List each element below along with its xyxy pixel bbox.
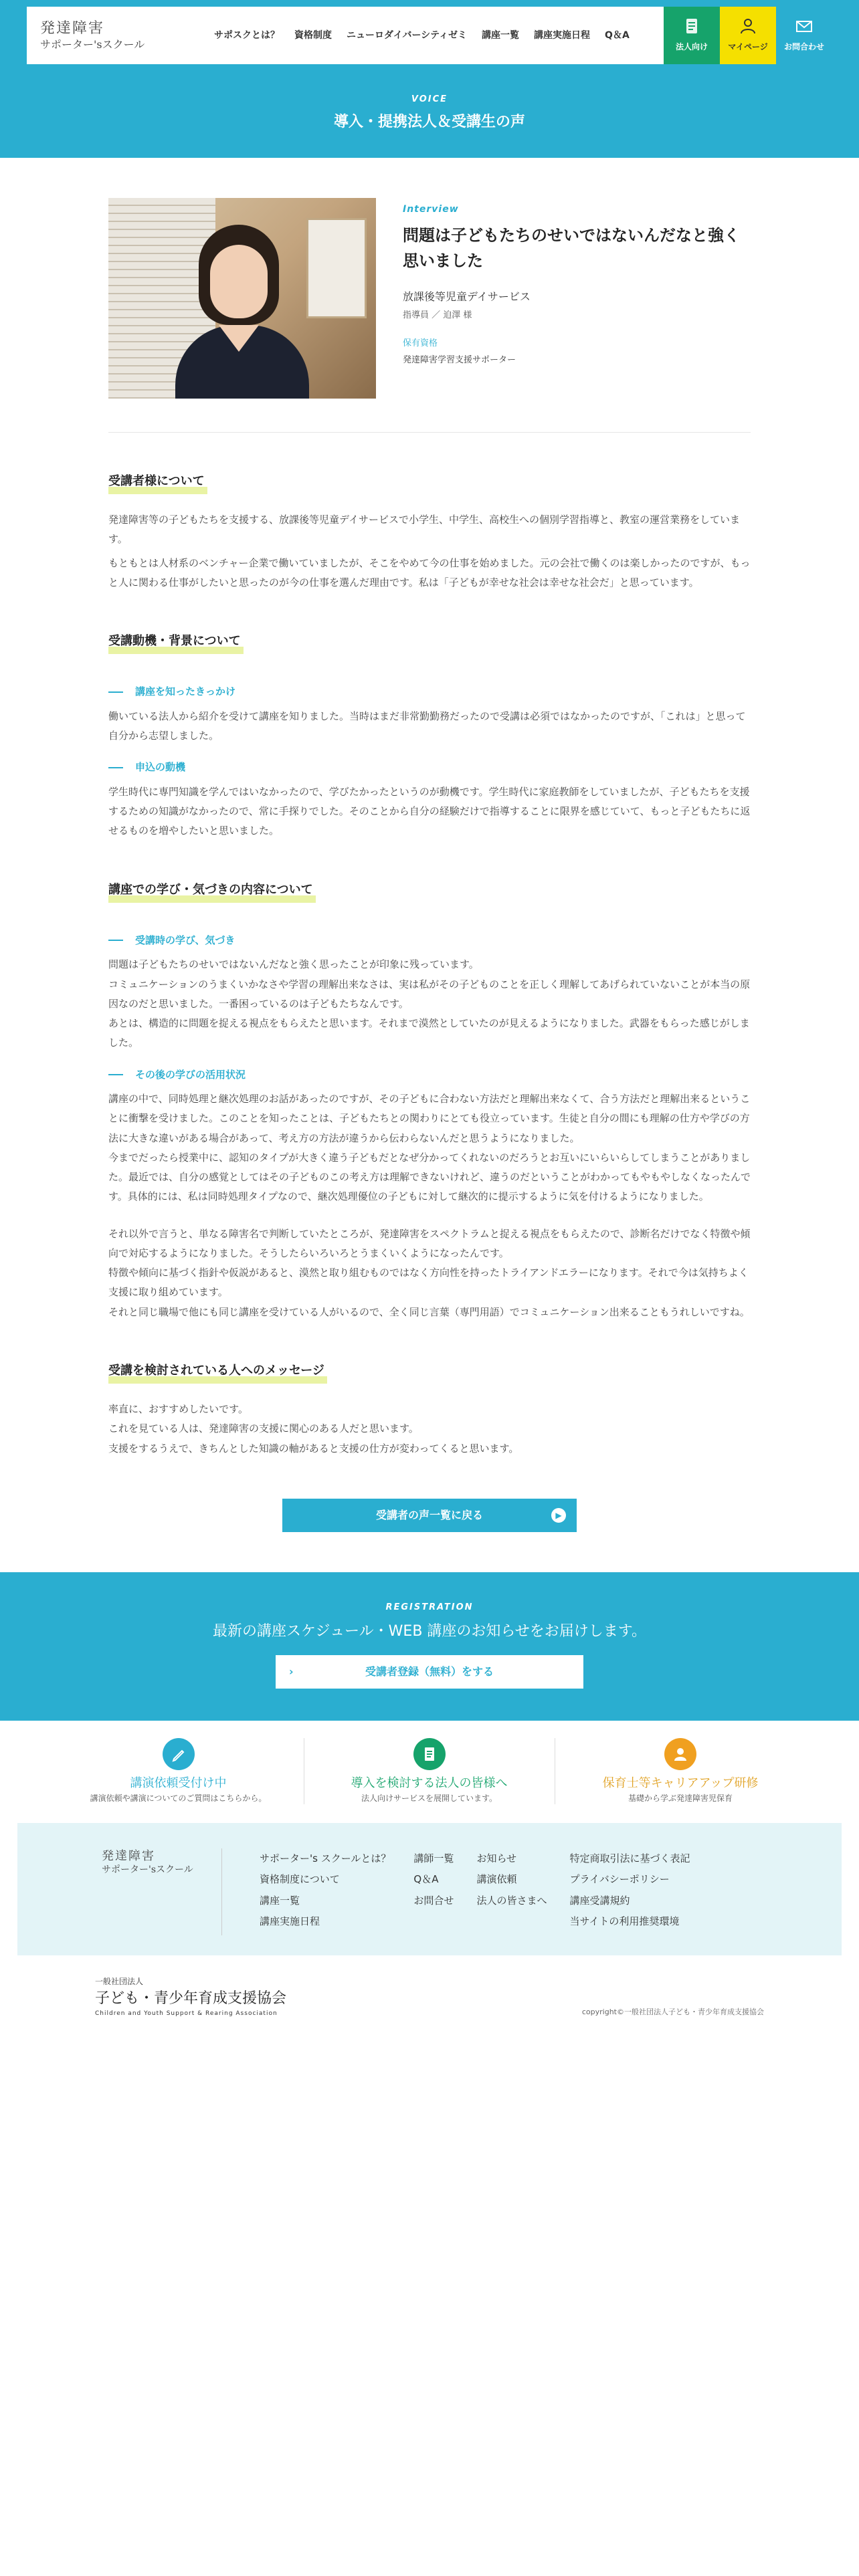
subheading-text: 申込の動機 bbox=[135, 761, 186, 774]
logo-line1: 発達障害 bbox=[40, 20, 105, 37]
site-header bbox=[27, 7, 832, 64]
paragraph: 特徴や傾向に基づく指針や仮説があると、漠然と取り組むものではなく方向性を持ったトライアンドエラーになります。それで今は気持ちよく支援に取り組めています。 bbox=[108, 1267, 749, 1299]
association-type: 一般社団法人 bbox=[95, 1976, 144, 1986]
footer-link[interactable]: 講座受講規約 bbox=[569, 1894, 630, 1907]
banner-subtitle: 基礎から学ぶ発達障害児保育 bbox=[628, 1793, 733, 1803]
page-title bbox=[27, 94, 832, 136]
footer-logo-line2: サポーター'sスクール bbox=[102, 1864, 193, 1876]
global-nav bbox=[214, 27, 630, 45]
association-name: 子ども・青少年育成支援協会 bbox=[95, 1990, 287, 2007]
paragraph: コミュニケーションのうまくいかなさや学習の理解出来なさは、実は私がその子どものことを正しく理解してあげられていないことが本当の原因なのだと思いました。一番困っているのは子どもたちなんです。 bbox=[108, 978, 751, 1010]
nav-item-qualification[interactable]: 資格制度 bbox=[294, 29, 332, 41]
paragraph: それ以外で言うと、単なる障害名で判断していたところが、発達障害をスペクトラムと捉える視点をもらえたので、診断名だけでなく特徴や傾向で対応するようになりました。そうしたらいろいろとうまくいくようになったんです。 bbox=[108, 1227, 751, 1259]
back-button-wrap bbox=[108, 1499, 751, 1532]
subheading-text: 受講時の学び、気づき bbox=[135, 934, 235, 946]
footer-column-4 bbox=[569, 1848, 690, 1955]
banner-subtitle: 講演依頼や講演についてのご質問はこちらから。 bbox=[90, 1793, 267, 1803]
copyright: copyright©一般社団法人子ども・青少年育成支援協会 bbox=[581, 2008, 764, 2017]
nav-item-qa[interactable]: Q＆A bbox=[605, 29, 630, 41]
footer-column-2 bbox=[413, 1848, 454, 1955]
footer-logo[interactable] bbox=[102, 1848, 222, 1935]
person-icon bbox=[664, 1738, 696, 1770]
nav-item-about[interactable]: サポスクとは？ bbox=[214, 29, 280, 41]
section-message bbox=[108, 1360, 751, 1459]
section-heading: 受講を検討されている人へのメッセージ bbox=[108, 1360, 327, 1384]
back-button-label: 受講者の声一覧に戻る bbox=[375, 1508, 483, 1521]
page-bottom-space bbox=[0, 2046, 859, 2428]
banner-title: 保育士等キャリアアップ研修 bbox=[602, 1776, 759, 1790]
footer-link[interactable]: サポーター's スクールとは？ bbox=[260, 1852, 391, 1864]
section-heading: 受講動機・背景について bbox=[108, 630, 244, 654]
footer-link[interactable]: 特定商取引法に基づく表記 bbox=[569, 1852, 690, 1864]
registration-label: REGISTRATION bbox=[385, 1602, 474, 1612]
interview-headline: 問題は子どもたちのせいではないんだなと強く思いました bbox=[403, 225, 740, 270]
page-title-ja: 導入・提携法人＆受講生の声 bbox=[333, 114, 525, 131]
paragraph: 講座の中で、同時処理と継次処理のお話があったのですが、その子どもに合わない方法だと理解出来なくて、合う方法だと理解出来るということに衝撃を受けました。このことを知ったことは、子どもたちとの関わりにとても役立っています。生徒と自分の間にも理解の仕方や学びの方法に大きな違いがある場合があって、考え方の方法が違うから伝わらないんだと思うようになりました。 bbox=[108, 1093, 751, 1144]
subheading bbox=[108, 682, 751, 702]
footer-column-1 bbox=[260, 1848, 391, 1955]
person-name: 指導員 ／ 迫澤 様 bbox=[403, 310, 472, 320]
back-to-list-button[interactable] bbox=[282, 1499, 577, 1532]
paragraph: 学生時代に専門知識を学んではいなかったので、学びたかったというのが動機です。学生時代に家庭教師をしていましたが、子どもたちを支援するための知識がなかったので、常に手探りでした。そのことから自分の経験だけで指導することに限界を感じていて、もっと子どもたちに返せるものを増やしたいと思いました。 bbox=[108, 785, 751, 837]
paragraph: 今までだったら授業中に、認知のタイプが大きく違う子どもだとなぜ分かってくれないのだろうとお互いにいらいらしてしまうことがありました。最近では、自分の感覚としてはその子どものこの考え方は理解できないけれど、違うのだということがわかってもやもやしなくなったんです。具体的には、私は同時処理タイプなので、継次処理優位の子どもに対して継次的に提示するように気を付けるようになりました。 bbox=[108, 1151, 751, 1203]
footer-link[interactable]: 当サイトの利用推奨環境 bbox=[569, 1915, 680, 1928]
mypage-button[interactable] bbox=[720, 7, 776, 64]
footer-column-3 bbox=[476, 1848, 547, 1955]
register-button[interactable] bbox=[276, 1655, 583, 1689]
interview-label: Interview bbox=[403, 204, 459, 215]
footer-link[interactable]: プライバシーポリシー bbox=[569, 1873, 670, 1886]
footer-link[interactable]: お知らせ bbox=[476, 1852, 516, 1864]
user-icon bbox=[739, 17, 757, 35]
logo-line2: サポーター'sスクール bbox=[40, 37, 145, 51]
main-content bbox=[108, 158, 751, 1532]
association-name-en: Children and Youth Support & Rearing Association bbox=[95, 2010, 278, 2018]
banner-title: 導入を検討する法人の皆様へ bbox=[351, 1776, 508, 1790]
document-icon bbox=[413, 1738, 446, 1770]
document-icon bbox=[682, 17, 701, 35]
footer-bottom bbox=[95, 1974, 764, 2046]
page-title-en: VOICE bbox=[411, 94, 448, 104]
footer-link[interactable]: Q＆A bbox=[413, 1873, 439, 1886]
contact-label: お問合わせ bbox=[783, 41, 824, 51]
pen-icon bbox=[163, 1738, 195, 1770]
footer-logo-line1: 発達障害 bbox=[102, 1848, 155, 1863]
register-button-label: 受講者登録（無料）をする bbox=[365, 1665, 494, 1678]
nav-item-seminar[interactable]: ニューロダイバーシティゼミ bbox=[347, 29, 468, 41]
paragraph: 支援をするうえで、きちんとした知識の軸があると支援の仕方が変わってくると思います。 bbox=[108, 1442, 519, 1455]
registration-message: 最新の講座スケジュール・WEB 講座のお知らせをお届けします。 bbox=[212, 1622, 646, 1640]
footer-link[interactable]: 講座一覧 bbox=[260, 1894, 300, 1907]
header-area bbox=[0, 0, 859, 158]
footer-link[interactable]: 講座実施日程 bbox=[260, 1915, 320, 1928]
section-heading: 講座での学び・気づきの内容について bbox=[108, 879, 316, 903]
intro-text bbox=[403, 198, 751, 399]
contact-button[interactable] bbox=[776, 7, 832, 64]
interview-intro bbox=[108, 198, 751, 433]
section-learning bbox=[108, 879, 751, 1322]
qualification: 発達障害学習支援サポーター bbox=[403, 355, 516, 366]
paragraph: もともとは人材系のベンチャー企業で働いていましたが、そこをやめて今の仕事を始めました。元の会社で働くのは楽しかったのですが、もっと人に関わる仕事がしたいと思ったのが今の仕事を選んだ理由です。私は「子どもが幸せな社会は幸せな社会だ」と思っています。 bbox=[108, 556, 751, 588]
paragraph: これを見ている人は、発達障害の支援に関心のある人だと思います。 bbox=[108, 1422, 419, 1435]
nav-item-courses[interactable]: 講座一覧 bbox=[482, 29, 520, 41]
subheading bbox=[108, 931, 751, 950]
corporate-label: 法人向け bbox=[675, 41, 708, 51]
subheading bbox=[108, 1065, 751, 1085]
subheading-text: 講座を知ったきっかけ bbox=[135, 685, 236, 698]
arrow-right-icon: ▶ bbox=[551, 1508, 566, 1523]
subheading bbox=[108, 758, 751, 777]
paragraph: それと同じ職場で他にも同じ講座を受けている人がいるので、全く同じ言葉（専門用語）でコミュニケーション出来ることもうれしいですね。 bbox=[108, 1305, 750, 1318]
footer-link[interactable]: 講師一覧 bbox=[413, 1852, 454, 1864]
section-about bbox=[108, 470, 751, 593]
paragraph: 働いている法人から紹介を受けて講座を知りました。当時はまだ非常勤勤務だったので受講は必須ではなかったのですが、「これは」と思って自分から志望しました。 bbox=[108, 710, 746, 742]
banner-lecture-request[interactable] bbox=[54, 1738, 304, 1804]
banner-corporate[interactable] bbox=[304, 1738, 555, 1804]
footer-link[interactable]: お問合せ bbox=[413, 1894, 454, 1907]
header-buttons bbox=[664, 7, 832, 64]
banner-subtitle: 法人向けサービスを展開しています。 bbox=[361, 1793, 498, 1803]
association-logo[interactable] bbox=[95, 1974, 286, 2020]
mail-icon bbox=[795, 17, 814, 35]
section-heading: 受講者様について bbox=[108, 470, 207, 494]
organization: 放課後等児童デイサービス bbox=[403, 290, 531, 304]
footer-link[interactable]: 資格制度について bbox=[260, 1873, 340, 1886]
mypage-label: マイページ bbox=[728, 41, 768, 51]
interviewee-photo bbox=[108, 198, 376, 399]
site-footer bbox=[17, 1823, 842, 1955]
banner-career-up[interactable] bbox=[555, 1738, 806, 1804]
paragraph: あとは、構造的に問題を捉える視点をもらえたと思います。それまで漠然としていたのが見えるようになりました。武器をもらった感じがしました。 bbox=[108, 1017, 750, 1049]
footer-link[interactable]: 法人の皆さまへ bbox=[476, 1894, 547, 1907]
section-motivation bbox=[108, 630, 751, 841]
nav-item-schedule[interactable]: 講座実施日程 bbox=[534, 29, 591, 41]
paragraph: 発達障害等の子どもたちを支援する、放課後等児童デイサービスで小学生、中学生、高校生への個別学習指導と、教室の運営業務をしています。 bbox=[108, 514, 740, 546]
footer-link[interactable]: 講演依頼 bbox=[476, 1873, 517, 1886]
paragraph: 問題は子どもたちのせいではないんだなと強く思ったことが印象に残っています。 bbox=[108, 958, 479, 971]
corporate-button[interactable] bbox=[664, 7, 720, 64]
paragraph: 率直に、おすすめしたいです。 bbox=[108, 1403, 248, 1415]
qualification-label: 保有資格 bbox=[403, 338, 438, 349]
subheading-text: その後の学びの活用状況 bbox=[135, 1068, 246, 1081]
banner-title: 講演依頼受付け中 bbox=[130, 1776, 227, 1790]
registration-banner bbox=[0, 1572, 859, 1721]
banner-links bbox=[0, 1721, 859, 1823]
site-logo[interactable] bbox=[27, 19, 194, 51]
chevron-right-icon: › bbox=[289, 1665, 294, 1678]
